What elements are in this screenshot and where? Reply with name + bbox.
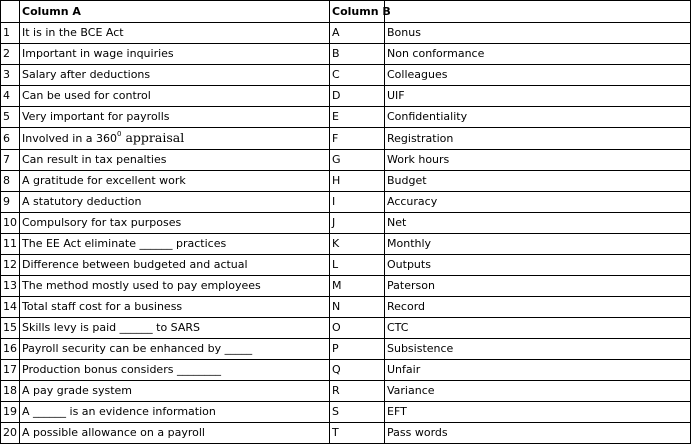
table-row [1,128,691,150]
row-number: 18 [1,381,20,402]
column-a-item: The method mostly used to pay employees [20,276,330,297]
column-a-item: A statutory deduction [20,192,330,213]
column-a-item [20,128,330,150]
column-a-item: Very important for payrolls [20,107,330,128]
column-a-item: Can be used for control [20,86,330,107]
column-a-item: A gratitude for excellent work [20,171,330,192]
row-number: 2 [1,44,20,65]
column-b-item: Bonus [385,23,691,44]
column-b-item: Net [385,213,691,234]
row-number: 4 [1,86,20,107]
table-header-row [1,1,691,23]
column-b-item: Registration [385,128,691,150]
column-b-item: Accuracy [385,192,691,213]
column-b-letter: J [330,213,385,234]
column-a-item: Total staff cost for a business [20,297,330,318]
column-b-item: UIF [385,86,691,107]
row-number: 9 [1,192,20,213]
table-row [1,255,691,276]
column-b-letter: M [330,276,385,297]
row-number: 6 [1,128,20,150]
column-a-item: A pay grade system [20,381,330,402]
column-b-item: Paterson [385,276,691,297]
column-a-item: A possible allowance on a payroll [20,423,330,444]
header-column-a: Column A [20,1,330,23]
row-number: 1 [1,23,20,44]
table-row [1,402,691,423]
column-b-letter: R [330,381,385,402]
table-row [1,234,691,255]
column-b-letter: L [330,255,385,276]
row-number: 3 [1,65,20,86]
column-b-letter: C [330,65,385,86]
column-a-text-serif: appraisal [121,130,185,145]
column-a-item: Production bonus considers ________ [20,360,330,381]
column-b-item: Variance [385,381,691,402]
column-a-item: A ______ is an evidence information [20,402,330,423]
column-b-item: CTC [385,318,691,339]
row-number: 19 [1,402,20,423]
row-number: 11 [1,234,20,255]
row-number: 13 [1,276,20,297]
column-b-item: Colleagues [385,65,691,86]
column-b-letter: B [330,44,385,65]
header-column-b: Column B [330,1,385,23]
row-number: 8 [1,171,20,192]
column-b-letter: S [330,402,385,423]
column-a-text: Involved in a 360 [22,132,118,145]
column-b-letter: H [330,171,385,192]
table-row [1,107,691,128]
row-number: 7 [1,150,20,171]
column-a-item: Can result in tax penalties [20,150,330,171]
column-b-letter: E [330,107,385,128]
column-a-item: Compulsory for tax purposes [20,213,330,234]
column-a-item: It is in the BCE Act [20,23,330,44]
row-number: 16 [1,339,20,360]
column-a-item: Difference between budgeted and actual [20,255,330,276]
column-b-item: Budget [385,171,691,192]
column-b-letter: F [330,128,385,150]
row-number: 10 [1,213,20,234]
column-a-item: Salary after deductions [20,65,330,86]
degree-superscript: 0 [117,130,122,138]
column-b-item: Record [385,297,691,318]
table-row [1,297,691,318]
table-row [1,381,691,402]
row-number: 12 [1,255,20,276]
column-b-item: Outputs [385,255,691,276]
table-row [1,65,691,86]
column-b-letter: G [330,150,385,171]
row-number: 17 [1,360,20,381]
table-row [1,23,691,44]
column-a-item: Important in wage inquiries [20,44,330,65]
row-number: 5 [1,107,20,128]
column-b-item: Monthly [385,234,691,255]
header-column-b-extra [385,1,691,23]
column-b-item: Subsistence [385,339,691,360]
column-b-item: Pass words [385,423,691,444]
column-b-letter: K [330,234,385,255]
column-a-item: Skills levy is paid ______ to SARS [20,318,330,339]
column-b-letter: Q [330,360,385,381]
column-b-item: EFT [385,402,691,423]
table-row [1,339,691,360]
column-b-item: Unfair [385,360,691,381]
table-row [1,44,691,65]
table-row [1,171,691,192]
table-row [1,213,691,234]
table-row [1,360,691,381]
column-a-item: Payroll security can be enhanced by _____ [20,339,330,360]
table-row [1,276,691,297]
column-b-item: Non conformance [385,44,691,65]
column-b-letter: T [330,423,385,444]
column-b-item: Confidentiality [385,107,691,128]
column-b-letter: I [330,192,385,213]
table-row [1,86,691,107]
column-b-letter: N [330,297,385,318]
header-num-cell [1,1,20,23]
table-row [1,423,691,444]
row-number: 14 [1,297,20,318]
column-a-item: The EE Act eliminate ______ practices [20,234,330,255]
column-b-letter: A [330,23,385,44]
table-row [1,318,691,339]
column-b-letter: P [330,339,385,360]
column-b-letter: O [330,318,385,339]
table-row [1,192,691,213]
row-number: 15 [1,318,20,339]
column-b-letter: D [330,86,385,107]
table-row [1,150,691,171]
column-b-item: Work hours [385,150,691,171]
row-number: 20 [1,423,20,444]
